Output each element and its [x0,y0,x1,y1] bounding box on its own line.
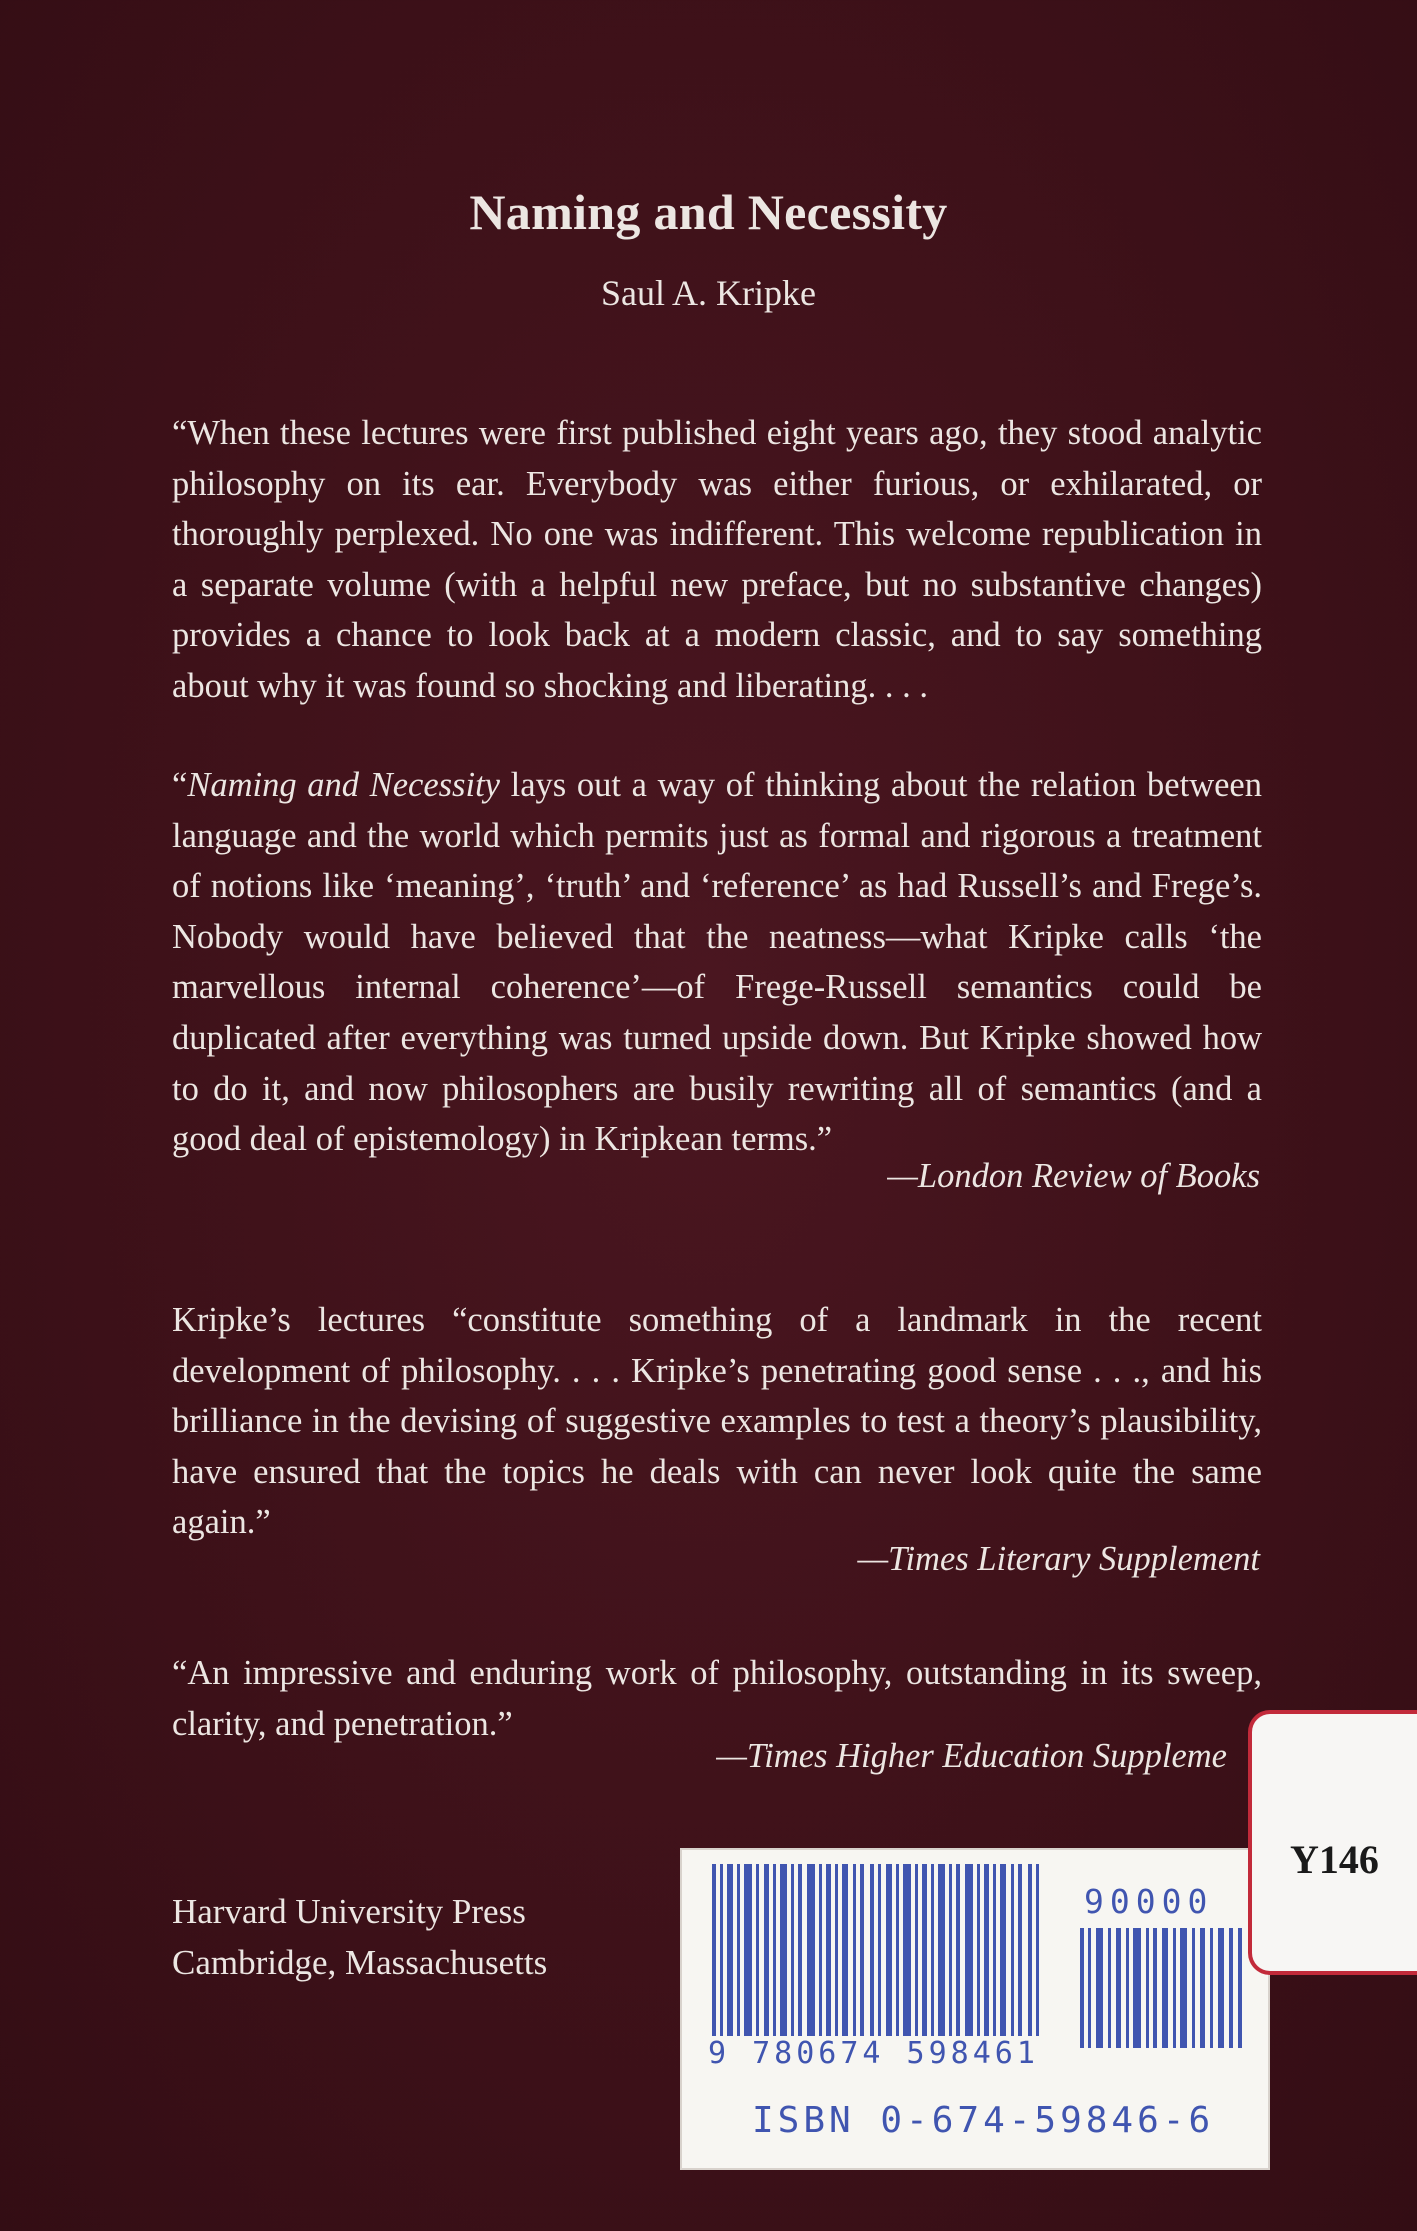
blurb-lrb-paragraph-2: “Naming and Necessity lays out a way of thinking about the relation between language and the world which permits just as formal and rigorous a treatment of notions like ‘meaning’, ‘truth’ and ‘reference’ as had Russell’s and Frege’s. Nobody would have believed that the neatness—what Kripke calls ‘the marvellous internal coherence’—of Frege-Russell semantics could be duplicated after everything was turned upside down. But Kripke showed how to do it, and now philosophers are busily rewriting all of semantics (and a good deal of epistemology) in Kripkean terms.” [172,766,1262,1159]
barcode-number: 9 780674 598461 [704,2036,1043,2071]
blurb-tls: Kripke’s lectures “constitute something of a landmark in the recent development of philosophy. . . . Kripke’s penetrating good sense . . ., and his brilliance in the devising of suggestive examples to test a theory’s plausibility, have ensured that the topics he deals with can never look quite the same again.” [172,1301,1262,1542]
source-times-literary: —Times Literary Supplement [857,1540,1260,1578]
publisher-location: Cambridge, Massachusetts [172,1943,548,1982]
source-times-higher: —Times Higher Education Suppleme [716,1737,1227,1775]
price-code: 90000 [1084,1882,1214,1921]
barcode [680,1848,1270,2170]
barcode-bars-icon [712,1864,1072,2064]
price-barcode-bars-icon [1080,1928,1245,2048]
publisher-name: Harvard University Press [172,1892,526,1931]
blurb-thes: “An impressive and enduring work of philosophy, outstanding in its sweep, clarity, and penetration.” [172,1654,1262,1743]
sticker-code: Y146 [1290,1837,1379,1882]
isbn: ISBN 0-674-59846-6 [752,2100,1215,2141]
book-title: Naming and Necessity [469,184,948,240]
blurb-lrb-paragraph-2-text: lays out a way of thinking about the relation between language and the world which permits just as formal and rigorous a treatment of notions like ‘meaning’, ‘truth’ and ‘reference’ as had Russell’s and Frege’s. Nobody would have believed that the neatness—what Kripke calls ‘the marvellous internal coherence’—of Frege-Russell semantics could be duplicated after everything was turned upside down. But Kripke showed how to do it, and now philosophers are busily rewriting all of semantics (and a good deal of epistemology) in Kripkean terms.” [172,766,1262,1159]
book-title-italic: Naming and Necessity [187,766,500,804]
publisher-block [172,1886,547,1988]
book-author: Saul A. Kripke [601,273,816,313]
source-london-review: —London Review of Books [887,1157,1260,1195]
library-sticker [1248,1710,1417,1975]
blurb-lrb-paragraph-1: “When these lectures were first published eight years ago, they stood analytic philosophy on its ear. Everybody was either furious, or exhilarated, or thoroughly perplexed. No one was indifferent. This welcome republication in a separate volume (with a helpful new preface, but no substantive changes) provides a chance to look back at a modern classic, and to say something about why it was found so shocking and liberating. . . . [172,414,1262,705]
